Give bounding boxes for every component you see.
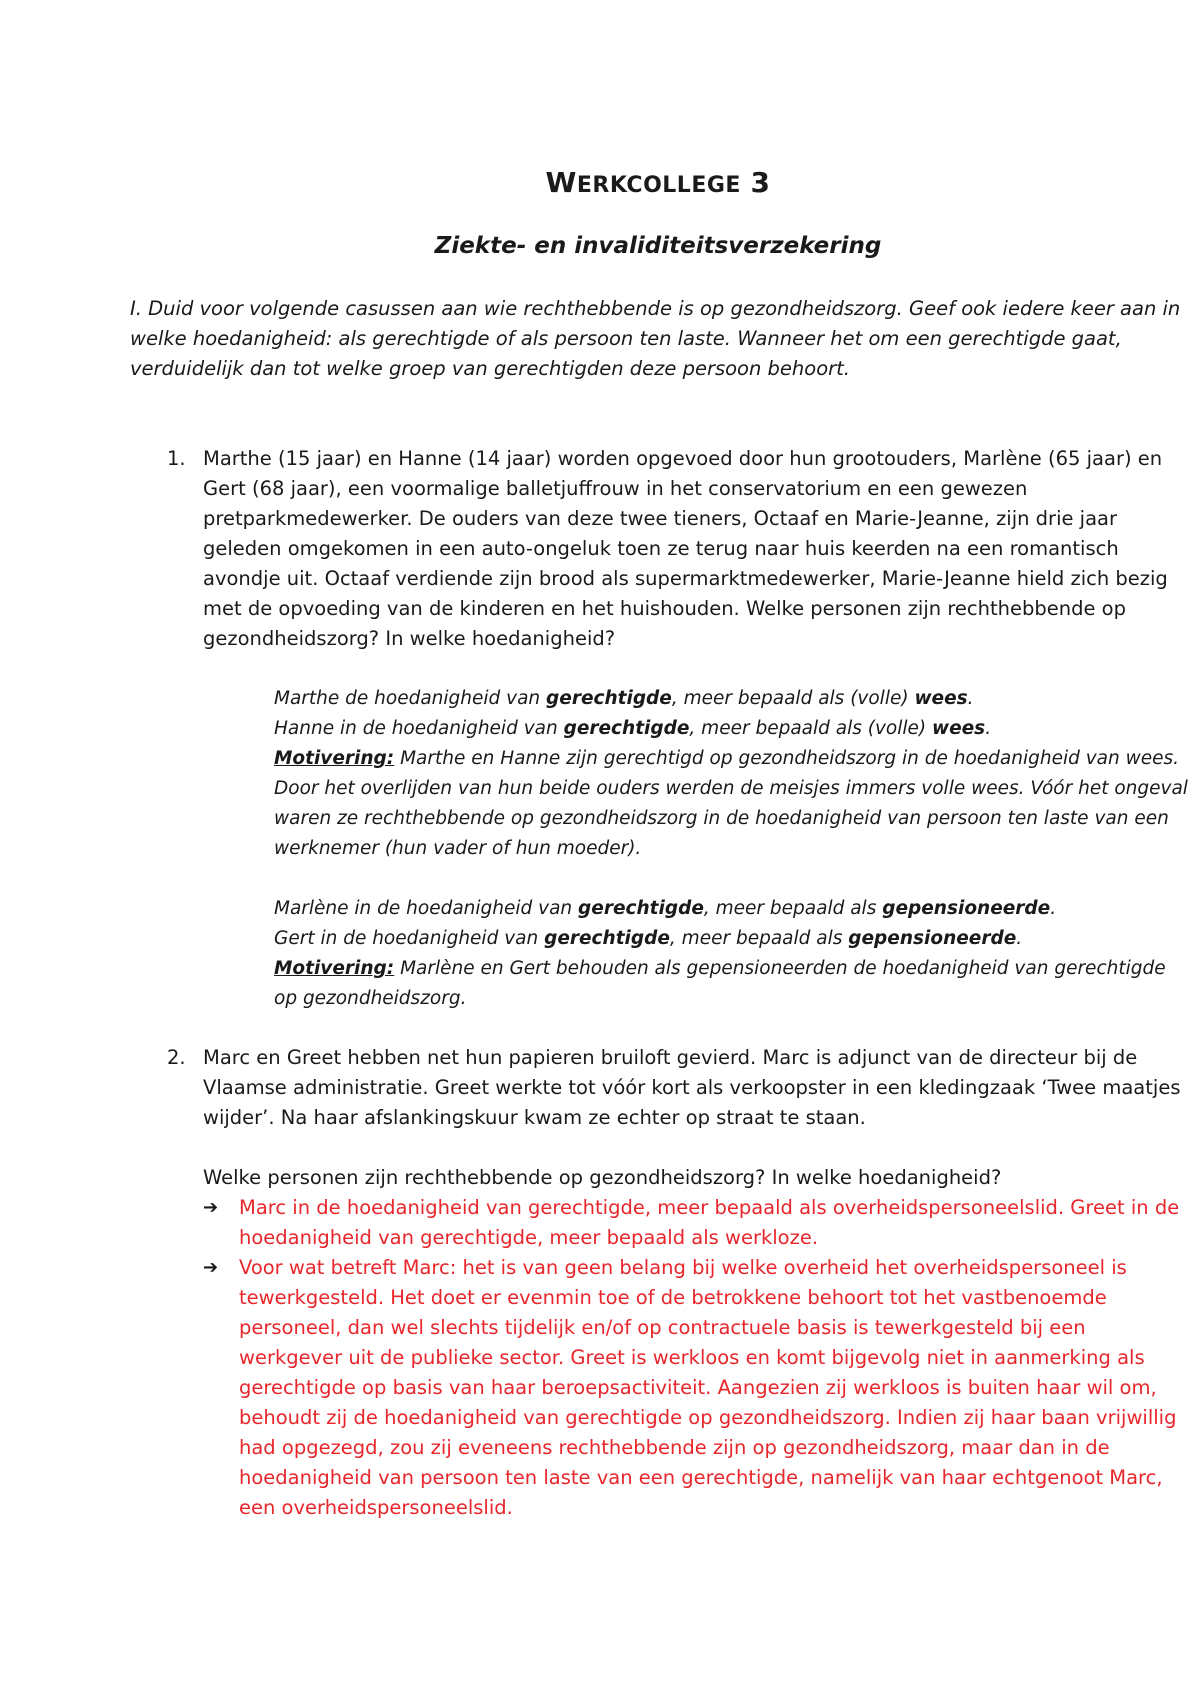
page-subtitle: Ziekte- en invaliditeitsverzekering	[434, 233, 882, 259]
answer-line-gert: Gert in de hoedanigheid van gerechtigde, meer bepaald als gepensioneerde.	[274, 928, 1023, 949]
arrow-right-icon: ➔	[203, 1197, 219, 1218]
case1-question: Marthe (15 jaar) en Hanne (14 jaar) worden opgevoed door hun grootouders, Marlène (65 jaar) en Gert (68 jaar), een voormalige balletjuffrouw in het conservatorium en een gewezen pretparkmedewerker. De ouders van deze twee tieners, Octaaf en Marie-Jeanne, zijn drie jaar geleden omgekomen in een auto-ongeluk toen ze terug naar huis keerden na een romantisch avondje uit. Octaaf verdiende zijn brood als supermarktmedewerker, Marie-Jeanne hield zich bezig met de opvoeding van de kinderen en het huishouden. Welke personen zijn rechthebbende op gezondheidszorg? In welke hoedanigheid?	[203, 447, 1168, 650]
page-title	[0, 166, 1200, 199]
answer-text: Voor wat betreft Marc: het is van geen belang bij welke overheid het overheidspersoneel is tewerkgesteld. Het doet er evenmin toe of de betrokkene behoort tot het vastbenoemde personeel, dan wel slechts tijdelijk en/of op contractuele basis is tewerkgesteld bij een werkgever uit de publieke sector. Greet is werkloos en komt bijgevolg niet in aanmerking als gerechtigde op basis van haar beroepsactiviteit. Aangezien zij werkloos is buiten haar wil om, behoudt zij de hoedanigheid van gerechtigde op gezondheidszorg. Indien zij haar baan vrijwillig had opgezegd, zou zij eveneens rechthebbende zijn op gezondheidszorg, maar dan in de hoedanigheid van persoon ten laste van een gerechtigde, namelijk van haar echtgenoot Marc, een overheidspersoneelslid.	[239, 1256, 1177, 1519]
case2-question: Marc en Greet hebben net hun papieren bruiloft gevierd. Marc is adjunct van de directeur bij de Vlaamse administratie. Greet werkte tot vóór kort als verkoopster in een kledingzaak ‘Twee maatjes wijder’. Na haar afslankingskuur kwam ze echter op straat te staan.	[203, 1046, 1181, 1129]
case1-answer-grandparents	[274, 894, 1189, 1014]
case2-question-followup: Welke personen zijn rechthebbende op gezondheidszorg? In welke hoedanigheid?	[203, 1166, 1002, 1189]
title-initial: W	[545, 166, 577, 199]
answer-line-hanne: Hanne in de hoedanigheid van gerechtigde, meer bepaald als (volle) wees.	[274, 718, 992, 739]
motivation-children: Motivering: Marthe en Hanne zijn gerechtigd op gezondheidszorg in de hoedanigheid van wees. Door het overlijden van hun beide ouders werden de meisjes immers volle wees. Vóór het ongeval waren ze rechthebbende op gezondheidszorg in de hoedanigheid van persoon ten laste van een werknemer (hun vader of hun moeder).	[274, 748, 1188, 859]
motivation-label: Motivering:	[274, 958, 395, 979]
answer-text: Marc in de hoedanigheid van gerechtigde, meer bepaald als overheidspersoneelslid. Greet in de hoedanigheid van gerechtigde, meer bepaald als werkloze.	[239, 1196, 1180, 1249]
case2-answer-2	[203, 1253, 1189, 1523]
answer-line-marlene: Marlène in de hoedanigheid van gerechtigde, meer bepaald als gepensioneerde.	[274, 898, 1057, 919]
intro-instructions: I. Duid voor volgende casussen aan wie rechthebbende is op gezondheidszorg. Geef ook iedere keer aan in welke hoedanigheid: als gerechtigde of als persoon ten laste. Wanneer het om een gerechtigde gaat, verduidelijk dan tot welke groep van gerechtigden deze persoon behoort.	[130, 297, 1181, 380]
answer-line-marthe: Marthe de hoedanigheid van gerechtigde, meer bepaald als (volle) wees.	[274, 688, 974, 709]
case1-answer-children	[274, 684, 1189, 864]
case2-answer-1	[203, 1193, 1189, 1253]
motivation-label: Motivering:	[274, 748, 395, 769]
case1-number: 1.	[167, 447, 186, 470]
title-rest: ERKCOLLEGE	[576, 173, 741, 198]
arrow-right-icon: ➔	[203, 1257, 219, 1278]
motivation-grandparents: Motivering: Marlène en Gert behouden als gepensioneerden de hoedanigheid van gerechtigde op gezondheidszorg.	[274, 958, 1166, 1009]
case2-number: 2.	[167, 1046, 186, 1069]
title-number: 3	[750, 166, 771, 199]
